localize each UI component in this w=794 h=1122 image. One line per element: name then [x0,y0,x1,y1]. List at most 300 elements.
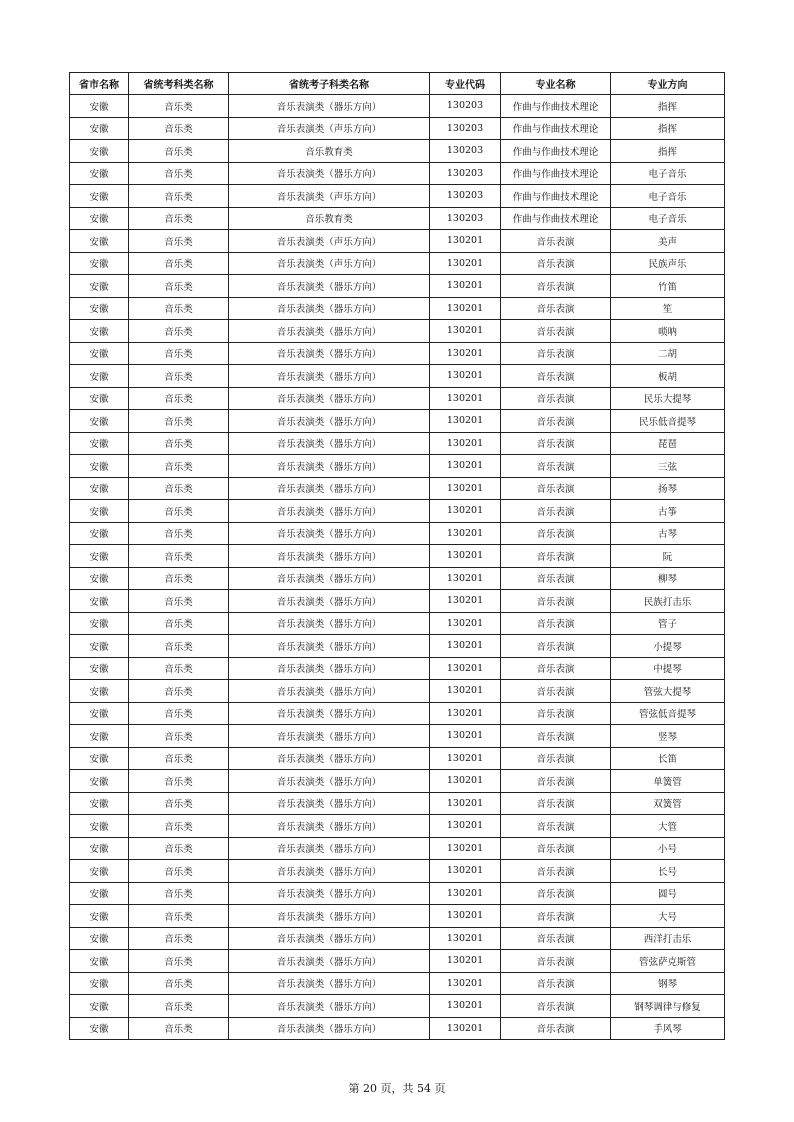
cell-exam-subcategory: 音乐表演类（器乐方向） [229,815,430,838]
cell-major-direction: 长号 [611,860,725,883]
cell-major-name: 音乐表演 [501,545,611,568]
cell-major-direction: 笙 [611,297,725,320]
cell-province: 安徽 [70,275,129,298]
cell-major-direction: 大号 [611,905,725,928]
cell-exam-category: 音乐类 [129,725,229,748]
cell-exam-category: 音乐类 [129,747,229,770]
cell-major-direction: 民族声乐 [611,252,725,275]
table-row [70,635,725,658]
cell-exam-category: 音乐类 [129,500,229,523]
cell-major-name: 音乐表演 [501,837,611,860]
cell-province: 安徽 [70,387,129,410]
cell-exam-subcategory: 音乐表演类（器乐方向） [229,882,430,905]
cell-exam-category: 音乐类 [129,882,229,905]
cell-major-code: 130201 [430,860,501,883]
cell-major-direction: 长笛 [611,747,725,770]
cell-exam-subcategory: 音乐表演类（器乐方向） [229,657,430,680]
cell-exam-subcategory: 音乐表演类（器乐方向） [229,567,430,590]
cell-exam-subcategory: 音乐表演类（器乐方向） [229,275,430,298]
cell-exam-category: 音乐类 [129,455,229,478]
table-row [70,747,725,770]
cell-exam-category: 音乐类 [129,297,229,320]
cell-province: 安徽 [70,410,129,433]
cell-major-direction: 圆号 [611,882,725,905]
cell-province: 安徽 [70,927,129,950]
cell-major-code: 130203 [430,185,501,208]
cell-province: 安徽 [70,905,129,928]
cell-major-code: 130201 [430,522,501,545]
cell-major-name: 音乐表演 [501,702,611,725]
cell-exam-subcategory: 音乐表演类（声乐方向） [229,117,430,140]
table-row [70,297,725,320]
cell-exam-subcategory: 音乐表演类（器乐方向） [229,972,430,995]
header-major-code: 专业代码 [430,73,501,95]
table-row [70,207,725,230]
cell-major-direction: 小提琴 [611,635,725,658]
cell-exam-category: 音乐类 [129,657,229,680]
cell-exam-category: 音乐类 [129,860,229,883]
cell-major-direction: 管弦大提琴 [611,680,725,703]
table-row [70,905,725,928]
cell-major-direction: 二胡 [611,342,725,365]
table-row [70,252,725,275]
cell-exam-category: 音乐类 [129,365,229,388]
cell-province: 安徽 [70,342,129,365]
cell-province: 安徽 [70,320,129,343]
cell-major-name: 音乐表演 [501,342,611,365]
cell-exam-subcategory: 音乐教育类 [229,207,430,230]
cell-major-code: 130201 [430,455,501,478]
cell-exam-category: 音乐类 [129,612,229,635]
header-exam-category: 省统考科类名称 [129,73,229,95]
cell-province: 安徽 [70,522,129,545]
cell-major-code: 130201 [430,612,501,635]
cell-province: 安徽 [70,635,129,658]
cell-major-code: 130201 [430,882,501,905]
cell-exam-subcategory: 音乐表演类（器乐方向） [229,635,430,658]
cell-major-name: 音乐表演 [501,567,611,590]
cell-major-name: 音乐表演 [501,252,611,275]
cell-exam-subcategory: 音乐表演类（器乐方向） [229,702,430,725]
cell-major-name: 音乐表演 [501,770,611,793]
cell-exam-category: 音乐类 [129,837,229,860]
cell-major-name: 音乐表演 [501,432,611,455]
major-table-container [69,72,724,1040]
table-row [70,387,725,410]
cell-exam-subcategory: 音乐表演类（声乐方向） [229,252,430,275]
header-province: 省市名称 [70,73,129,95]
cell-major-direction: 民族打击乐 [611,590,725,613]
cell-exam-subcategory: 音乐表演类（器乐方向） [229,995,430,1018]
cell-exam-category: 音乐类 [129,342,229,365]
table-row [70,725,725,748]
cell-exam-category: 音乐类 [129,950,229,973]
cell-exam-subcategory: 音乐表演类（器乐方向） [229,792,430,815]
cell-major-code: 130203 [430,117,501,140]
table-row [70,185,725,208]
table-row [70,972,725,995]
cell-major-direction: 双簧管 [611,792,725,815]
cell-major-direction: 美声 [611,230,725,253]
cell-major-name: 音乐表演 [501,725,611,748]
cell-exam-subcategory: 音乐表演类（器乐方向） [229,387,430,410]
cell-exam-category: 音乐类 [129,972,229,995]
cell-major-name: 音乐表演 [501,815,611,838]
cell-province: 安徽 [70,972,129,995]
cell-major-direction: 民乐大提琴 [611,387,725,410]
cell-exam-subcategory: 音乐表演类（器乐方向） [229,320,430,343]
cell-province: 安徽 [70,815,129,838]
cell-major-name: 音乐表演 [501,747,611,770]
cell-exam-category: 音乐类 [129,477,229,500]
cell-major-code: 130201 [430,500,501,523]
table-row [70,680,725,703]
cell-province: 安徽 [70,747,129,770]
table-row [70,162,725,185]
cell-exam-category: 音乐类 [129,185,229,208]
cell-major-code: 130201 [430,837,501,860]
cell-exam-subcategory: 音乐表演类（器乐方向） [229,365,430,388]
cell-major-code: 130201 [430,567,501,590]
cell-province: 安徽 [70,365,129,388]
cell-major-code: 130201 [430,770,501,793]
cell-major-name: 音乐表演 [501,882,611,905]
cell-major-name: 作曲与作曲技术理论 [501,95,611,118]
cell-exam-subcategory: 音乐表演类（器乐方向） [229,725,430,748]
cell-major-code: 130203 [430,162,501,185]
cell-province: 安徽 [70,567,129,590]
cell-major-name: 音乐表演 [501,905,611,928]
table-row [70,927,725,950]
cell-exam-category: 音乐类 [129,905,229,928]
cell-major-name: 音乐表演 [501,657,611,680]
header-major-name: 专业名称 [501,73,611,95]
cell-major-name: 音乐表演 [501,500,611,523]
table-row [70,1017,725,1040]
cell-major-code: 130201 [430,792,501,815]
cell-province: 安徽 [70,657,129,680]
cell-major-name: 音乐表演 [501,320,611,343]
cell-province: 安徽 [70,230,129,253]
cell-major-code: 130203 [430,207,501,230]
cell-exam-category: 音乐类 [129,522,229,545]
cell-major-direction: 三弦 [611,455,725,478]
cell-major-direction: 指挥 [611,117,725,140]
cell-exam-category: 音乐类 [129,207,229,230]
cell-exam-subcategory: 音乐表演类（器乐方向） [229,522,430,545]
cell-major-direction: 钢琴 [611,972,725,995]
cell-major-direction: 单簧管 [611,770,725,793]
cell-exam-category: 音乐类 [129,567,229,590]
table-header-row [70,73,725,95]
cell-major-code: 130201 [430,657,501,680]
cell-province: 安徽 [70,297,129,320]
cell-major-name: 音乐表演 [501,612,611,635]
table-row [70,477,725,500]
cell-major-direction: 唢呐 [611,320,725,343]
cell-major-code: 130201 [430,545,501,568]
cell-major-direction: 电子音乐 [611,185,725,208]
cell-major-code: 130201 [430,342,501,365]
cell-province: 安徽 [70,612,129,635]
table-row [70,567,725,590]
cell-major-direction: 民乐低音提琴 [611,410,725,433]
cell-province: 安徽 [70,882,129,905]
cell-province: 安徽 [70,837,129,860]
cell-major-name: 音乐表演 [501,455,611,478]
cell-exam-subcategory: 音乐表演类（声乐方向） [229,230,430,253]
cell-province: 安徽 [70,477,129,500]
cell-major-name: 音乐表演 [501,950,611,973]
cell-major-code: 130201 [430,320,501,343]
cell-major-code: 130203 [430,95,501,118]
cell-exam-subcategory: 音乐表演类（器乐方向） [229,455,430,478]
cell-major-direction: 琵琶 [611,432,725,455]
cell-exam-subcategory: 音乐表演类（器乐方向） [229,927,430,950]
cell-exam-subcategory: 音乐表演类（器乐方向） [229,297,430,320]
cell-exam-category: 音乐类 [129,275,229,298]
cell-exam-subcategory: 音乐表演类（器乐方向） [229,950,430,973]
cell-major-code: 130201 [430,477,501,500]
cell-exam-subcategory: 音乐表演类（器乐方向） [229,770,430,793]
cell-major-name: 音乐表演 [501,972,611,995]
cell-major-code: 130201 [430,680,501,703]
cell-major-code: 130201 [430,635,501,658]
table-row [70,860,725,883]
cell-exam-category: 音乐类 [129,815,229,838]
cell-major-direction: 管子 [611,612,725,635]
cell-province: 安徽 [70,995,129,1018]
cell-major-direction: 中提琴 [611,657,725,680]
cell-major-direction: 电子音乐 [611,207,725,230]
table-row [70,657,725,680]
cell-major-code: 130201 [430,725,501,748]
cell-exam-subcategory: 音乐表演类（声乐方向） [229,185,430,208]
cell-exam-category: 音乐类 [129,252,229,275]
cell-province: 安徽 [70,432,129,455]
cell-exam-subcategory: 音乐表演类（器乐方向） [229,1017,430,1040]
cell-major-direction: 手风琴 [611,1017,725,1040]
cell-exam-subcategory: 音乐表演类（器乐方向） [229,500,430,523]
cell-exam-category: 音乐类 [129,230,229,253]
table-row [70,455,725,478]
cell-exam-subcategory: 音乐表演类（器乐方向） [229,680,430,703]
cell-major-name: 作曲与作曲技术理论 [501,140,611,163]
cell-province: 安徽 [70,792,129,815]
cell-exam-category: 音乐类 [129,995,229,1018]
major-table [69,72,725,1040]
cell-exam-category: 音乐类 [129,545,229,568]
page-footer: 第 20 页，共 54 页 [348,1082,446,1095]
table-row [70,365,725,388]
table-row [70,500,725,523]
table-row [70,792,725,815]
cell-exam-subcategory: 音乐表演类（器乐方向） [229,432,430,455]
cell-exam-subcategory: 音乐表演类（器乐方向） [229,860,430,883]
cell-province: 安徽 [70,860,129,883]
cell-province: 安徽 [70,545,129,568]
cell-province: 安徽 [70,95,129,118]
table-row [70,522,725,545]
cell-major-name: 音乐表演 [501,635,611,658]
cell-province: 安徽 [70,140,129,163]
cell-province: 安徽 [70,117,129,140]
cell-major-code: 130201 [430,905,501,928]
cell-major-direction: 指挥 [611,95,725,118]
cell-exam-category: 音乐类 [129,680,229,703]
cell-major-name: 音乐表演 [501,410,611,433]
cell-major-name: 音乐表演 [501,680,611,703]
cell-major-direction: 指挥 [611,140,725,163]
cell-major-direction: 古琴 [611,522,725,545]
cell-major-code: 130201 [430,702,501,725]
cell-exam-category: 音乐类 [129,702,229,725]
table-row [70,590,725,613]
cell-exam-subcategory: 音乐表演类（器乐方向） [229,410,430,433]
cell-province: 安徽 [70,500,129,523]
cell-province: 安徽 [70,702,129,725]
cell-major-code: 130201 [430,230,501,253]
cell-exam-category: 音乐类 [129,590,229,613]
cell-major-code: 130201 [430,387,501,410]
cell-province: 安徽 [70,252,129,275]
table-row [70,140,725,163]
cell-exam-subcategory: 音乐表演类（器乐方向） [229,590,430,613]
table-row [70,117,725,140]
cell-major-name: 音乐表演 [501,477,611,500]
cell-province: 安徽 [70,950,129,973]
table-row [70,995,725,1018]
cell-major-direction: 小号 [611,837,725,860]
cell-exam-category: 音乐类 [129,927,229,950]
cell-major-name: 作曲与作曲技术理论 [501,207,611,230]
table-row [70,432,725,455]
cell-major-direction: 古筝 [611,500,725,523]
cell-major-code: 130201 [430,590,501,613]
cell-major-direction: 大管 [611,815,725,838]
table-row [70,230,725,253]
cell-major-name: 音乐表演 [501,927,611,950]
cell-major-direction: 管弦萨克斯管 [611,950,725,973]
table-row [70,702,725,725]
cell-exam-category: 音乐类 [129,320,229,343]
table-row [70,95,725,118]
cell-major-name: 音乐表演 [501,387,611,410]
cell-province: 安徽 [70,725,129,748]
cell-major-name: 音乐表演 [501,860,611,883]
cell-major-direction: 竹笛 [611,275,725,298]
cell-exam-subcategory: 音乐教育类 [229,140,430,163]
cell-exam-category: 音乐类 [129,410,229,433]
header-exam-subcategory: 省统考子科类名称 [229,73,430,95]
cell-exam-category: 音乐类 [129,635,229,658]
cell-exam-category: 音乐类 [129,95,229,118]
cell-major-direction: 钢琴调律与修复 [611,995,725,1018]
cell-major-name: 音乐表演 [501,522,611,545]
cell-province: 安徽 [70,162,129,185]
header-major-direction: 专业方向 [611,73,725,95]
cell-major-name: 音乐表演 [501,275,611,298]
cell-exam-category: 音乐类 [129,1017,229,1040]
cell-exam-category: 音乐类 [129,770,229,793]
cell-major-code: 130201 [430,297,501,320]
cell-major-code: 130201 [430,927,501,950]
cell-major-name: 音乐表演 [501,365,611,388]
table-row [70,770,725,793]
cell-major-name: 音乐表演 [501,792,611,815]
cell-major-code: 130203 [430,140,501,163]
cell-exam-subcategory: 音乐表演类（器乐方向） [229,612,430,635]
cell-major-direction: 西洋打击乐 [611,927,725,950]
cell-major-direction: 柳琴 [611,567,725,590]
table-row [70,815,725,838]
cell-major-code: 130201 [430,995,501,1018]
cell-province: 安徽 [70,207,129,230]
cell-exam-subcategory: 音乐表演类（器乐方向） [229,477,430,500]
cell-exam-category: 音乐类 [129,162,229,185]
cell-exam-category: 音乐类 [129,140,229,163]
table-row [70,342,725,365]
table-row [70,410,725,433]
cell-exam-category: 音乐类 [129,432,229,455]
table-row [70,837,725,860]
cell-major-direction: 电子音乐 [611,162,725,185]
cell-major-code: 130201 [430,747,501,770]
cell-major-code: 130201 [430,815,501,838]
cell-exam-category: 音乐类 [129,117,229,140]
cell-exam-category: 音乐类 [129,387,229,410]
cell-exam-category: 音乐类 [129,792,229,815]
cell-major-code: 130201 [430,950,501,973]
cell-major-name: 作曲与作曲技术理论 [501,162,611,185]
cell-exam-subcategory: 音乐表演类（器乐方向） [229,905,430,928]
cell-major-direction: 扬琴 [611,477,725,500]
cell-major-code: 130201 [430,365,501,388]
cell-major-name: 音乐表演 [501,297,611,320]
cell-province: 安徽 [70,455,129,478]
cell-major-code: 130201 [430,1017,501,1040]
table-row [70,882,725,905]
cell-major-direction: 管弦低音提琴 [611,702,725,725]
cell-major-code: 130201 [430,410,501,433]
cell-province: 安徽 [70,770,129,793]
cell-exam-subcategory: 音乐表演类（器乐方向） [229,837,430,860]
cell-province: 安徽 [70,1017,129,1040]
cell-exam-subcategory: 音乐表演类（器乐方向） [229,747,430,770]
cell-major-direction: 阮 [611,545,725,568]
table-row [70,545,725,568]
table-row [70,612,725,635]
cell-exam-subcategory: 音乐表演类（器乐方向） [229,342,430,365]
cell-exam-subcategory: 音乐表演类（器乐方向） [229,545,430,568]
cell-major-name: 音乐表演 [501,1017,611,1040]
cell-major-name: 音乐表演 [501,590,611,613]
table-row [70,275,725,298]
cell-exam-subcategory: 音乐表演类（器乐方向） [229,162,430,185]
cell-major-name: 作曲与作曲技术理论 [501,117,611,140]
table-body [70,95,725,1040]
cell-major-name: 音乐表演 [501,230,611,253]
cell-major-code: 130201 [430,972,501,995]
cell-major-name: 作曲与作曲技术理论 [501,185,611,208]
cell-major-code: 130201 [430,252,501,275]
cell-major-direction: 板胡 [611,365,725,388]
cell-major-direction: 竖琴 [611,725,725,748]
table-row [70,950,725,973]
cell-province: 安徽 [70,185,129,208]
cell-major-code: 130201 [430,275,501,298]
cell-major-name: 音乐表演 [501,995,611,1018]
